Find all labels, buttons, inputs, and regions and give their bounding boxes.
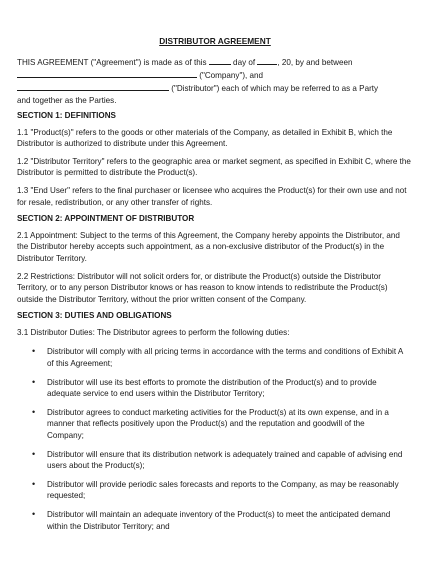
clause-2-2: 2.2 Restrictions: Distributor will not solicit orders for, or distribute the Product(s) outside the Distributor Territory, or to any person Distributor knows or has reason to know intends to redistribute the Product(s) outside the Distributor Territory, without the prior written consent of the Company. [17, 271, 388, 304]
intro-text-b: day of [230, 57, 258, 67]
section-2-heading: SECTION 2: APPOINTMENT OF DISTRIBUTOR [17, 214, 195, 224]
distributor-label: ("Distributor") each of which may be referred to as a Party [171, 83, 379, 93]
clause-1-1: 1.1 "Product(s)" refers to the goods or other materials of the Company, as detailed in Exhibit B, which the Distributor is authorized to distribute under this Agreement. [17, 127, 393, 149]
day-blank [209, 56, 231, 65]
intro-text-c: , 20, by and between [277, 57, 353, 67]
list-item: • Distributor will use its best efforts to promote the distribution of the Product(s) and to provide adequate service to end users within the Distributor Territory; [47, 377, 413, 400]
company-line [17, 69, 413, 82]
company-label: ("Company"), and [199, 71, 264, 81]
clause-2-1: 2.1 Appointment: Subject to the terms of this Agreement, the Company hereby appoints the Distributor, and the Distributor hereby accepts such appointment, as a non-exclusive distributor of the Product(s) in the Distributor Territory. [17, 230, 400, 263]
list-item: • Distributor will provide periodic sales forecasts and reports to the Company, as may be reasonably requested; [47, 479, 413, 502]
clause-1-3: 1.3 "End User" refers to the final purchaser or licensee who acquires the Product(s) for their own use and not for resale, redistribution, or any other transfer of rights. [17, 185, 407, 207]
document-title: DISTRIBUTOR AGREEMENT [159, 36, 271, 46]
section-1-heading: SECTION 1: DEFINITIONS [17, 110, 116, 120]
month-blank [257, 56, 277, 65]
clause-1-2: 1.2 "Distributor Territory" refers to the geographic area or market segment, as specified in Exhibit C, where the Distributor is permitted to distribute the Product(s). [17, 156, 411, 178]
intro-line-1 [17, 56, 413, 69]
section-3-heading: SECTION 3: DUTIES AND OBLIGATIONS [17, 311, 172, 321]
intro-line-4: and together as the Parties. [17, 96, 117, 106]
list-item: • Distributor agrees to conduct marketing activities for the Product(s) at its own expense, and in a manner that reflects positively upon the Product(s) and the reputation and goodwill of the Company; [47, 407, 413, 442]
list-item: • Distributor will maintain an adequate inventory of the Product(s) to meet the anticipated demand within the Distributor Territory; and [47, 509, 413, 532]
company-name-blank [17, 69, 197, 78]
intro-text-a: THIS AGREEMENT ("Agreement") is made as of this [17, 57, 209, 67]
duties-list [17, 346, 413, 532]
list-item: • Distributor will ensure that its distribution network is adequately trained and capable of advising end users about the Product(s); [47, 449, 413, 472]
distributor-name-blank [17, 82, 169, 91]
distributor-line [17, 82, 413, 95]
clause-3-1: 3.1 Distributor Duties: The Distributor agrees to perform the following duties: [17, 327, 290, 337]
list-item: • Distributor will comply with all pricing terms in accordance with the terms and conditions of Exhibit A of this Agreement; [47, 346, 413, 369]
